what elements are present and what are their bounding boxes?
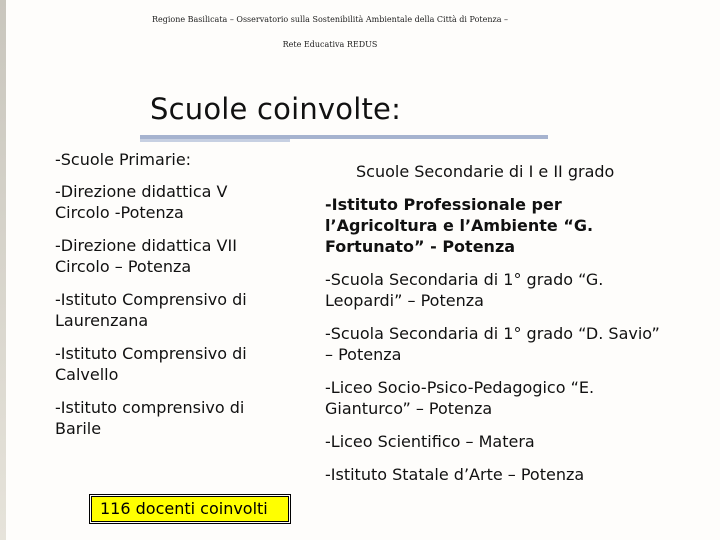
side-decoration-bar	[0, 0, 6, 540]
secondary-school-item: -Scuola Secondaria di 1° grado “G. Leopardi” – Potenza	[325, 270, 604, 310]
slide-title: Scuole coinvolte:	[150, 92, 402, 126]
primary-schools-heading: -Scuole Primarie:	[55, 150, 192, 169]
primary-school-item: -Direzione didattica VII Circolo – Potenza	[55, 236, 237, 276]
secondary-schools-column	[325, 161, 665, 497]
primary-school-item: -Istituto Comprensivo di Laurenzana	[55, 290, 247, 330]
secondary-school-item: -Liceo Socio-Psico-Pedagogico “E. Gianturco” – Potenza	[325, 378, 595, 418]
secondary-school-item: -Istituto Professionale per l’Agricoltura e l’Ambiente “G. Fortunato” - Potenza	[325, 195, 594, 256]
primary-school-item: -Istituto Comprensivo di Calvello	[55, 344, 247, 384]
secondary-school-item: -Liceo Scientifico – Matera	[325, 432, 535, 451]
header-organization-line: Regione Basilicata – Osservatorio sulla Sostenibilità Ambientale della Città di Potenza –	[151, 15, 509, 24]
header-network-line: Rete Educativa REDUS	[282, 40, 378, 49]
secondary-school-item: -Scuola Secondaria di 1° grado “D. Savio” – Potenza	[325, 324, 660, 364]
title-underline-accent	[140, 139, 290, 142]
primary-school-item: -Direzione didattica V Circolo -Potenza	[55, 182, 228, 222]
primary-school-item: -Istituto comprensivo di Barile	[55, 398, 245, 438]
secondary-school-item: -Istituto Statale d’Arte – Potenza	[325, 465, 585, 484]
teachers-count-badge: 116 docenti coinvolti	[91, 496, 289, 522]
secondary-schools-heading: Scuole Secondarie di I e II grado	[356, 162, 615, 181]
primary-schools-column	[55, 149, 285, 451]
